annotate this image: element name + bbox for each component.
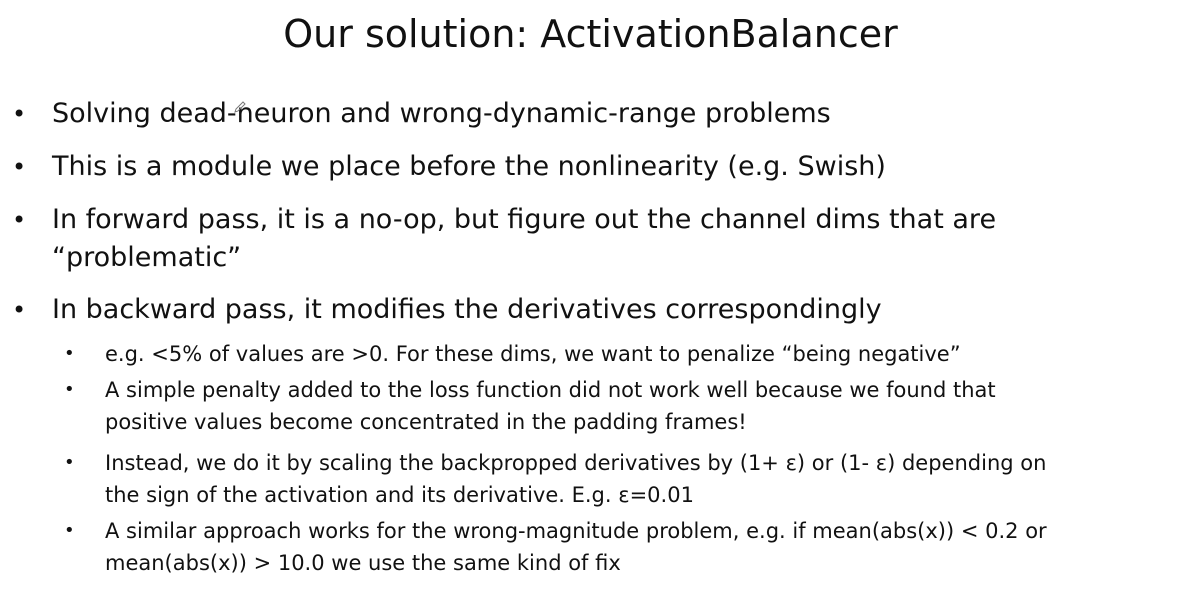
sub-bullet-4-line-1: A similar approach works for the wrong-magnitude problem, e.g. if mean(abs(x)) < 0.2 or <box>105 519 1047 543</box>
sub-bullet-3-line-2: the sign of the activation and its derivative. E.g. ε=0.01 <box>105 483 694 507</box>
bullet-marker: • <box>12 206 27 234</box>
sub-bullet-marker: • <box>64 379 75 400</box>
bullet-4-text: In backward pass, it modifies the derivatives correspondingly <box>52 294 882 325</box>
pen-cursor-icon <box>233 100 247 114</box>
bullet-marker: • <box>12 100 27 128</box>
sub-bullet-1-line-1: e.g. <5% of values are >0. For these dims, we want to penalize “being negative” <box>105 342 961 366</box>
bullet-2-text: This is a module we place before the nonlinearity (e.g. Swish) <box>52 151 886 182</box>
sub-bullet-marker: • <box>64 520 75 541</box>
bullet-marker: • <box>12 153 27 181</box>
bullet-marker: • <box>12 296 27 324</box>
sub-bullet-2-line-1: A simple penalty added to the loss function did not work well because we found that <box>105 378 996 402</box>
slide-title: Our solution: ActivationBalancer <box>283 12 898 56</box>
bullet-3-line-2: “problematic” <box>52 242 242 273</box>
bullet-3-line-1: In forward pass, it is a no-op, but figure out the channel dims that are <box>52 204 997 235</box>
bullet-1-text: Solving dead-neuron and wrong-dynamic-range problems <box>52 98 831 129</box>
sub-bullet-2-line-2: positive values become concentrated in the padding frames! <box>105 410 747 434</box>
sub-bullet-3-line-1: Instead, we do it by scaling the backpropped derivatives by (1+ ε) or (1- ε) depending on <box>105 451 1047 475</box>
sub-bullet-marker: • <box>64 343 75 364</box>
sub-bullet-4-line-2: mean(abs(x)) > 10.0 we use the same kind of fix <box>105 551 621 575</box>
sub-bullet-marker: • <box>64 452 75 473</box>
